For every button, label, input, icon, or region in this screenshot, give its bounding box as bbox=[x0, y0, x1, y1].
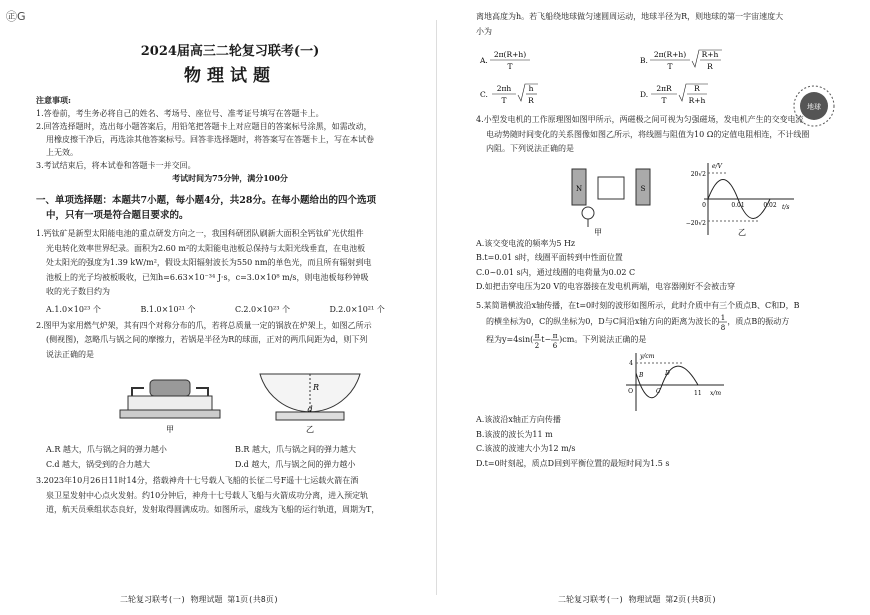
q5-text-part: ，质点B的振动方 bbox=[727, 317, 790, 326]
section-heading: 一、单项选择题：本题共7小题，每小题4分，共28分。在每小题给出的四个选项 bbox=[36, 195, 376, 206]
option-b[interactable]: B.1.0×10²¹ 个 bbox=[140, 304, 196, 314]
question-1-line: 处太阳光的强度为1.39 kW/m²，假设太阳辐射波长为550 nm的单色光，而且所有辐射到电 bbox=[46, 258, 372, 267]
right-page bbox=[438, 0, 870, 615]
option-b[interactable]: B.R 越大，爪与锅之间的弹力越大 bbox=[235, 445, 356, 454]
page-footer-right: 二轮复习联考(一) 物理试题 第2页(共8页) bbox=[558, 595, 717, 604]
question-1-line: 收的光子数目约为 bbox=[46, 287, 110, 296]
earth-orbit-figure bbox=[792, 84, 836, 128]
x11-label: 11 bbox=[694, 390, 702, 397]
question-4-line: 电动势随时间变化的关系图像如图乙所示，将线圈与阻值为10 Ω的定值电阻相连，不计线圈 bbox=[486, 129, 810, 139]
wave-figure bbox=[476, 349, 836, 413]
question-3-line: 泉卫星发射中心点火发射。约10分钟后，神舟十七号载人飞船与火箭成功分离，进入预定轨 bbox=[46, 490, 369, 500]
e-max-label: 20√2 bbox=[690, 170, 706, 178]
frac-den: 2 bbox=[535, 342, 540, 349]
q5-eq-mid: t− bbox=[541, 335, 552, 344]
option-b[interactable]: B.t=0.01 s时，线圈平面转到中性面位置 bbox=[476, 253, 623, 262]
fig-label-d: d bbox=[307, 405, 313, 414]
x-axis-label: x/m bbox=[710, 390, 722, 397]
page-divider bbox=[436, 20, 437, 595]
q5-text-part: 的横坐标为0，C的纵坐标为0，D与C间沿x轴方向的距离为波长的 bbox=[486, 317, 720, 326]
question-2-line: 2.图甲为家用燃气炉架，其有四个对称分布的爪，若将总质量一定的锅放在炉架上，如图乙所示 bbox=[36, 320, 372, 330]
option-c-num: 2πh bbox=[496, 84, 512, 93]
notice-line: 上无效。 bbox=[46, 148, 78, 157]
option-c[interactable]: C.2.0×10²³ 个 bbox=[235, 304, 290, 314]
t1-label: 0.01 bbox=[731, 201, 745, 209]
option-a[interactable] bbox=[479, 50, 530, 71]
question-2-options bbox=[36, 442, 424, 472]
question-5-equation bbox=[476, 331, 852, 349]
option-a[interactable]: A.该波沿x轴正方向传播 bbox=[476, 415, 561, 424]
question-3-line: 3.2023年10月26日11时14分，搭载神舟十七号载人飞船的长征二号F遥十七运载火箭在酒 bbox=[36, 476, 359, 485]
notice-line: 1.答卷前，考生务必将自己的姓名、考场号、座位号、准考证号填写在答题卡上。 bbox=[36, 109, 324, 118]
option-a-prefix: A. bbox=[480, 56, 488, 65]
earth-label: 地球 bbox=[807, 103, 821, 111]
stove-figure bbox=[80, 366, 380, 438]
question-3-options bbox=[476, 45, 776, 109]
question-2-line: (侧视图)，忽略爪与锅之间的摩擦力，若锅是半径为R的球面，正对的两爪间距为d，则下列 bbox=[46, 335, 368, 344]
stove-base bbox=[120, 410, 220, 418]
point-D: D bbox=[665, 370, 670, 377]
t-axis-label: t/s bbox=[782, 203, 790, 211]
fig-label-yi: 乙 bbox=[306, 425, 314, 434]
notice-line: 2.回答选择题时，选出每小题答案后，用铅笔把答题卡上对应题目的答案标号涂黑，如需改动， bbox=[36, 122, 372, 131]
option-d[interactable] bbox=[640, 84, 708, 105]
option-a-num: 2π(R+h) bbox=[493, 50, 527, 59]
option-c[interactable] bbox=[480, 84, 538, 105]
option-a[interactable]: A.R 越大，爪与锅之间的弹力越小 bbox=[46, 445, 167, 454]
frac-den: 6 bbox=[552, 342, 558, 349]
option-d[interactable]: D.2.0×10²¹ 个 bbox=[329, 304, 385, 314]
notice-line: 用橡皮擦干净后，再选涂其他答案标号。回答非选择题时，将答案写在答题卡上，写在本试卷 bbox=[46, 135, 374, 144]
option-b-num: 2π(R+h) bbox=[653, 50, 687, 59]
option-c[interactable]: C.d 越大，锅受到的合力越大 bbox=[46, 460, 151, 469]
option-c-root-num: h bbox=[528, 84, 534, 93]
option-a[interactable]: A.1.0×10²³ 个 bbox=[46, 304, 101, 314]
option-a[interactable]: A.该交变电流的频率为5 Hz bbox=[476, 238, 576, 248]
option-c[interactable]: C.0~0.01 s内，通过线圈的电荷量为0.02 C bbox=[476, 267, 636, 277]
question-3-cont: 小为 bbox=[476, 26, 492, 36]
y-axis-label: y/cm bbox=[640, 353, 655, 360]
slip-ring bbox=[582, 207, 594, 219]
t2-label: 0.02 bbox=[763, 201, 777, 209]
question-4-line: 内阻。下列说法正确的是 bbox=[486, 144, 574, 153]
question-4-line: 4.小型发电机的工作原理图如图甲所示，两磁极之间可视为匀强磁场，发电机产生的交变电流 bbox=[476, 115, 804, 124]
point-C: C bbox=[656, 388, 661, 395]
frac-num: 1 bbox=[721, 314, 726, 322]
subject-title: 物理试题 bbox=[184, 66, 276, 86]
option-d-prefix: D. bbox=[640, 90, 649, 99]
option-d-root-den: R+h bbox=[688, 96, 706, 105]
pole-s: S bbox=[640, 184, 646, 193]
question-3-cont: 离地高度为h。若飞船绕地球做匀速圆周运动，地球半径为R，则地球的第一宇宙速度大 bbox=[476, 12, 784, 21]
question-5-line bbox=[476, 313, 852, 331]
question-1-line: 1.钙钛矿是新型太阳能电池的重点研发方向之一，我国科研团队刷新大面积全钙钛矿光伏组件 bbox=[36, 229, 364, 238]
question-2-line: 说法正确的是 bbox=[46, 349, 94, 359]
section-heading-cont: 中，只有一项是符合题目要求的。 bbox=[46, 210, 189, 221]
notice-title: 注意事项: bbox=[36, 95, 71, 105]
option-d[interactable]: D.d 越大，爪与锅之间的弹力越小 bbox=[235, 460, 356, 469]
option-d-root-num: R bbox=[694, 84, 700, 93]
generator-figure bbox=[476, 159, 836, 237]
exam-time: 考试时间为75分钟，满分100分 bbox=[172, 173, 288, 183]
origin-label: O bbox=[628, 388, 633, 395]
frac-num: π bbox=[534, 332, 540, 340]
option-b-prefix: B. bbox=[640, 56, 648, 65]
question-1-line: 光电转化效率世界纪录。面积为2.60 m²的太阳能电池板总保持与太阳光线垂直，在电池板 bbox=[46, 243, 366, 253]
frac-num: π bbox=[552, 332, 558, 340]
point-B: B bbox=[639, 372, 644, 379]
option-c[interactable]: C.该波的波速大小为12 m/s bbox=[476, 444, 576, 453]
burner bbox=[150, 380, 190, 396]
option-b-den: T bbox=[667, 62, 673, 71]
option-c-prefix: C. bbox=[480, 90, 488, 99]
coil bbox=[598, 177, 624, 199]
fig-label-yi: 乙 bbox=[738, 227, 746, 237]
option-b[interactable]: B.该波的波长为11 m bbox=[476, 429, 553, 439]
e-min-label: −20√2 bbox=[685, 219, 706, 227]
y4-label: 4 bbox=[629, 360, 633, 367]
option-b[interactable] bbox=[640, 50, 722, 71]
option-d-num: 2πR bbox=[656, 84, 672, 93]
q5-eq-post: )cm。下列说法正确的是 bbox=[559, 335, 647, 344]
option-d-den: T bbox=[661, 96, 667, 105]
page-footer-left: 二轮复习联考(一) 物理试题 第1页(共8页) bbox=[120, 595, 279, 604]
exam-title: 2024届高三二轮复习联考(一) bbox=[140, 44, 320, 59]
watermark-logo: ㊣G bbox=[6, 10, 26, 23]
option-c-root-den: R bbox=[528, 96, 534, 105]
question-1-options bbox=[36, 302, 424, 317]
stove-body bbox=[128, 396, 212, 410]
fig-label-jia: 甲 bbox=[166, 425, 174, 434]
fig-label-R: R bbox=[313, 383, 320, 392]
origin-label: 0 bbox=[702, 201, 706, 209]
option-d[interactable]: D.t=0时刻起，质点D回到平衡位置的最短时间为1.5 s bbox=[476, 458, 670, 468]
question-3-line: 道，航天员乘组状态良好，发射取得圆满成功。如图所示，虚线为飞船的运行轨道，周期为T， bbox=[46, 505, 380, 514]
notice-line: 3.考试结束后，将本试卷和答题卡一并交回。 bbox=[36, 161, 196, 170]
e-axis-label: e/V bbox=[712, 162, 722, 170]
option-d[interactable]: D.如把击穿电压为20 V的电容器接在发电机两端，电容器刚好不会被击穿 bbox=[476, 282, 736, 291]
fraction-pi-over-6 bbox=[551, 331, 559, 349]
fig-label-jia: 甲 bbox=[594, 227, 602, 237]
option-c-den: T bbox=[501, 96, 507, 105]
pole-n: N bbox=[575, 184, 583, 193]
frac-den: 8 bbox=[721, 324, 726, 331]
option-b-root-den: R bbox=[707, 62, 713, 71]
q5-eq-pre: 程为y=4sin( bbox=[486, 335, 534, 344]
question-1-line: 池板上的光子均被板吸收，已知h=6.63×10⁻³⁴ J·s，c=3.0×10⁸ m/s，则电池板每秒钟吸 bbox=[46, 272, 369, 282]
option-b-root-num: R+h bbox=[701, 50, 719, 59]
option-a-den: T bbox=[507, 62, 513, 71]
question-5-line: 5.某简谐横波沿x轴传播，在t=0时刻的波形如图所示，此时介质中有三个质点B、C和D，B bbox=[476, 300, 800, 310]
